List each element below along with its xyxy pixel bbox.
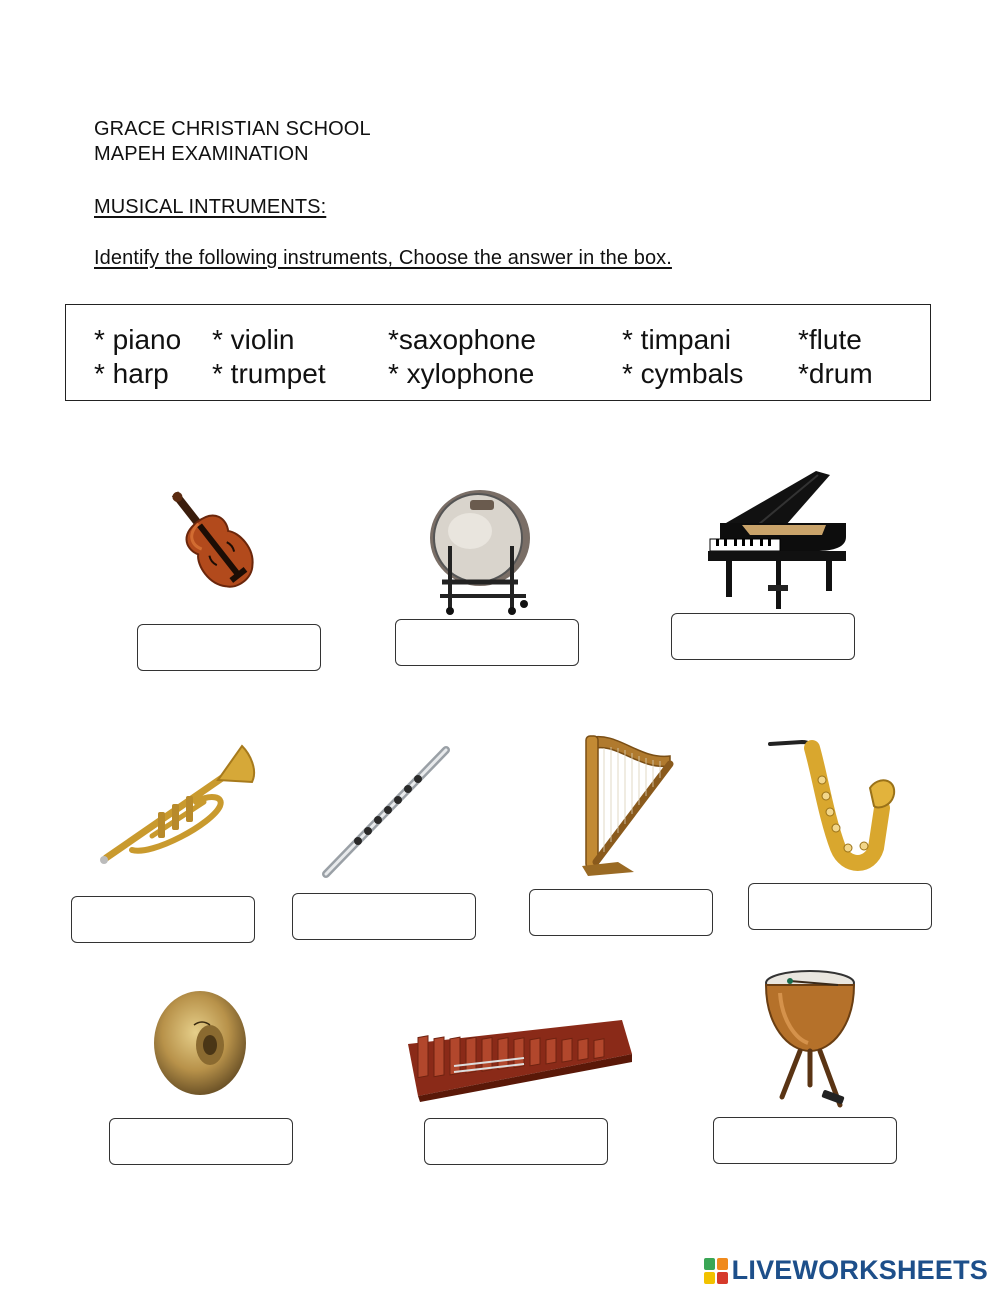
word-xylophone: * xylophone bbox=[388, 358, 535, 389]
harp-image bbox=[578, 730, 678, 880]
flute-image bbox=[318, 742, 453, 882]
word-trumpet: * trumpet bbox=[212, 358, 326, 389]
answer-box-xylophone[interactable] bbox=[424, 1118, 608, 1165]
answer-box-trumpet[interactable] bbox=[71, 896, 255, 943]
grand-piano-image bbox=[706, 465, 851, 615]
answer-input-harp[interactable] bbox=[530, 890, 712, 935]
answer-box-saxophone[interactable] bbox=[748, 883, 932, 930]
trumpet-image bbox=[92, 740, 262, 875]
answer-input-flute[interactable] bbox=[293, 894, 475, 939]
section-title: MUSICAL INTRUMENTS: bbox=[94, 196, 327, 218]
word-saxophone: *saxophone bbox=[388, 324, 536, 355]
answer-input-violin[interactable] bbox=[138, 625, 320, 670]
word-bank-box bbox=[65, 304, 931, 401]
answer-box-bass-drum[interactable] bbox=[395, 619, 579, 666]
cymbals-image bbox=[150, 985, 250, 1100]
answer-input-grand-piano[interactable] bbox=[672, 614, 854, 659]
word-piano: * piano bbox=[94, 324, 182, 355]
instruction-text: Identify the following instruments, Choose the answer in the box. bbox=[94, 247, 672, 269]
word-flute: *flute bbox=[798, 324, 862, 355]
logo-text: LIVEWORKSHEETS bbox=[731, 1255, 988, 1285]
exam-title: MAPEH EXAMINATION bbox=[94, 143, 309, 165]
answer-box-timpani[interactable] bbox=[713, 1117, 897, 1164]
word-harp: * harp bbox=[94, 358, 169, 389]
word-timpani: * timpani bbox=[622, 324, 731, 355]
school-name: GRACE CHRISTIAN SCHOOL bbox=[94, 118, 371, 140]
answer-input-trumpet[interactable] bbox=[72, 897, 254, 942]
violin-image bbox=[150, 480, 280, 610]
answer-box-flute[interactable] bbox=[292, 893, 476, 940]
word-cymbals: * cymbals bbox=[622, 358, 744, 389]
word-violin: * violin bbox=[212, 324, 295, 355]
saxophone-image bbox=[766, 736, 901, 876]
answer-box-harp[interactable] bbox=[529, 889, 713, 936]
answer-input-timpani[interactable] bbox=[714, 1118, 896, 1163]
liveworksheets-icon bbox=[704, 1258, 728, 1284]
answer-box-grand-piano[interactable] bbox=[671, 613, 855, 660]
answer-input-bass-drum[interactable] bbox=[396, 620, 578, 665]
answer-box-cymbals[interactable] bbox=[109, 1118, 293, 1165]
answer-input-saxophone[interactable] bbox=[749, 884, 931, 929]
timpani-image bbox=[760, 965, 860, 1115]
xylophone-image bbox=[404, 1010, 634, 1100]
liveworksheets-logo[interactable] bbox=[704, 1255, 988, 1286]
word-drum: *drum bbox=[798, 358, 873, 389]
answer-box-violin[interactable] bbox=[137, 624, 321, 671]
bass-drum-image bbox=[420, 486, 535, 616]
answer-input-xylophone[interactable] bbox=[425, 1119, 607, 1164]
answer-input-cymbals[interactable] bbox=[110, 1119, 292, 1164]
